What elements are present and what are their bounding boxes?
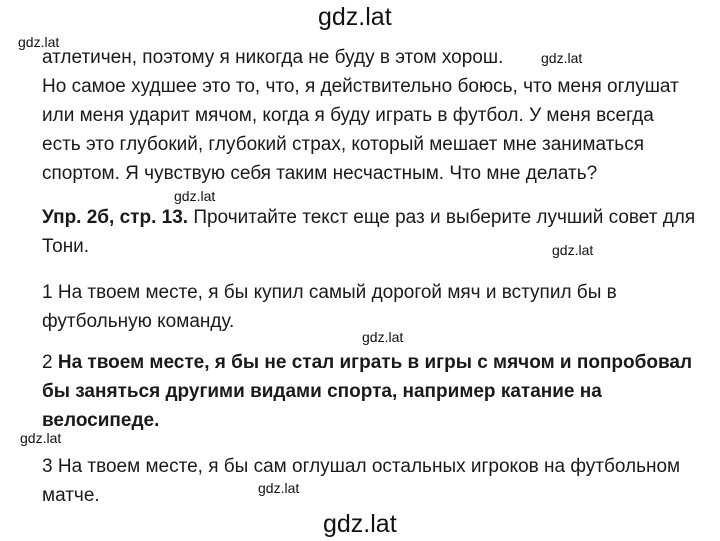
option-2-text: бы заняться другими видами спорта, например катание на [42, 381, 602, 402]
text-line: спортом. Я чувствую себя таким несчастным. Что мне делать? [42, 163, 598, 184]
option-2-text: велосипеде. [42, 410, 160, 431]
option-2 [42, 350, 692, 376]
option-1: 1 На твоем месте, я бы купил самый дорогой мяч и вступил бы в [42, 282, 617, 303]
instruction-text: Прочитайте текст еще раз и выберите лучший совет для [188, 207, 696, 228]
watermark: gdz.lat [541, 50, 583, 66]
text-line: Но самое худшее это то, что, я действительно боюсь, что меня оглушат [42, 76, 679, 97]
text-line: или меня ударит мячом, когда я буду играть в футбол. У меня всегда [42, 105, 654, 126]
option-1: футбольную команду. [42, 311, 235, 332]
watermark: gdz.lat [20, 430, 62, 446]
watermark-bottom: gdz.lat [323, 510, 397, 538]
watermark: gdz.lat [258, 480, 300, 496]
option-2-text: На твоем месте, я бы не стал играть в игры с мячом и попробовал [57, 352, 693, 373]
watermark: gdz.lat [362, 329, 404, 345]
watermark: gdz.lat [18, 34, 60, 50]
watermark: gdz.lat [552, 242, 594, 258]
text-line: атлетичен, поэтому я никогда не буду в этом хорош. [42, 47, 504, 68]
text-line: есть это глубокий, глубокий страх, который мешает мне заниматься [42, 134, 644, 155]
option-2-number: 2 [42, 352, 58, 373]
option-3: матче. [42, 485, 100, 506]
watermark: gdz.lat [174, 188, 216, 204]
option-3: 3 На твоем месте, я бы сам оглушал остальных игроков на футбольном [42, 456, 681, 477]
instruction-text: Тони. [42, 236, 90, 257]
watermark-top: gdz.lat [318, 3, 392, 31]
exercise-label: Упр. 2б, стр. 13. [42, 207, 189, 228]
exercise-instruction [42, 205, 695, 231]
